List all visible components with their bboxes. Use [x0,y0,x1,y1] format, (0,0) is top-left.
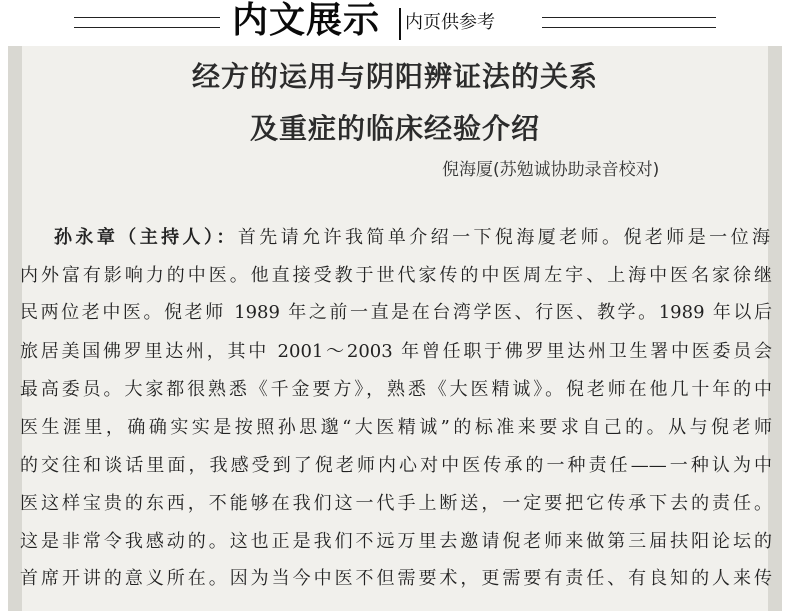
body-line-7: 的交往和谈话里面，我感受到了倪老师内心对中医传承的一种责任——一种认为中 [20,455,772,476]
body-line-3: 民两位老中医。倪老师 1989 年之前一直是在台湾学医、行医、教学。1989 年以后 [20,302,772,323]
banner-subtitle: 内页供参考 [405,12,495,33]
speaker-label: 孙永章（主持人）： [54,227,238,248]
scanned-page [8,46,782,611]
body-line-9: 这是非常令我感动的。这也正是我们不远万里去邀请倪老师来做第三届扶阳论坛的 [20,531,772,552]
body-line-10: 首席开讲的意义所在。因为当今中医不但需要术，更需要有责任、有良知的人来传 [20,568,772,589]
body-line-4: 旅居美国佛罗里达州，其中 2001～2003 年曾任职于佛罗里达州卫生署中医委员会 [20,341,772,362]
body-line-5: 最高委员。大家都很熟悉《千金要方》，熟悉《大医精诚》。倪老师在他几十年的中 [20,379,772,400]
article-title-line-2: 及重症的临床经验介绍 [249,112,540,145]
title-separator [399,8,401,40]
banner-title: 内文展示 [232,0,381,41]
body-line-1 [54,226,770,250]
body-line-2: 内外富有影响力的中医。他直接受教于世代家传的中医周左宇、上海中医名家徐继 [20,265,772,286]
body-line-6: 医生涯里，确确实实是按照孙思邈“大医精诚”的标准来要求自己的。从与倪老师 [20,417,772,438]
body-line-8: 医这样宝贵的东西，不能够在我们这一代手上断送，一定要把它传承下去的责任。 [20,493,772,514]
header-rule-left [74,17,220,28]
body-line-1-text: 首先请允许我简单介绍一下倪海厦老师。倪老师是一位海 [237,227,771,248]
article-author: 倪海厦(苏勉诚协助录音校对) [442,160,660,180]
header-banner [0,0,790,46]
header-rule-right [542,17,716,28]
article-title-line-1: 经方的运用与阴阳辨证法的关系 [191,60,598,93]
